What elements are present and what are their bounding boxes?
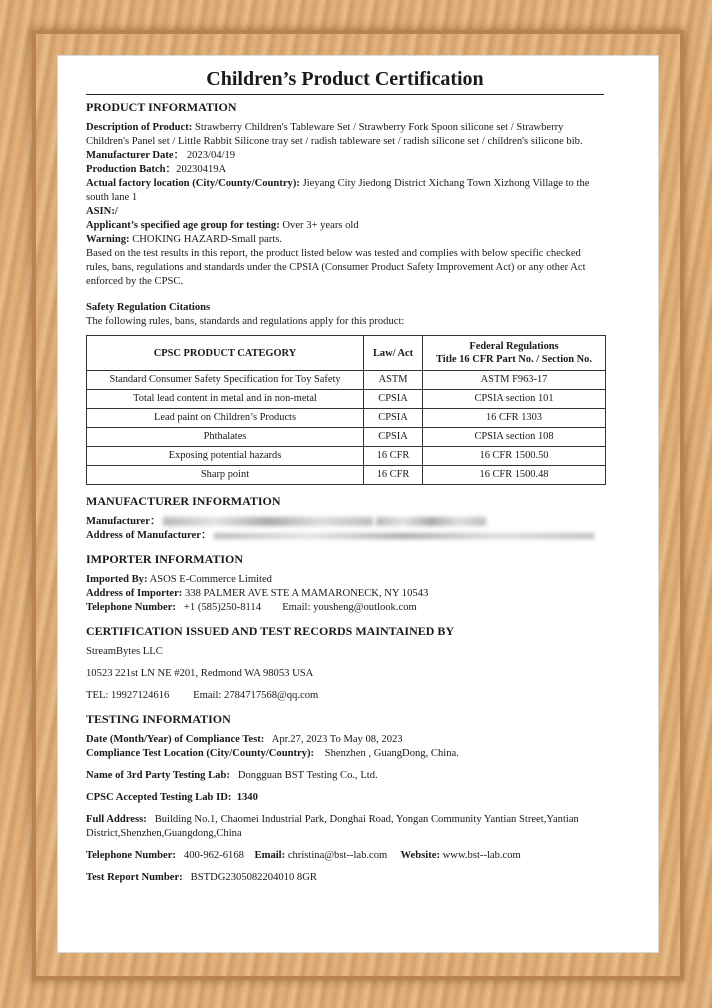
testing-heading: TESTING INFORMATION xyxy=(86,712,231,726)
test-location: Compliance Test Location (City/County/Country): Shenzhen , GuangDong, China. xyxy=(86,748,459,759)
importer-address: Address of Importer: 338 PALMER AVE STE A MAMARONECK, NY 10543 xyxy=(86,588,429,599)
manufacturer-heading: MANUFACTURER INFORMATION xyxy=(86,494,281,508)
table-row: Lead paint on Children’s Products CPSIA 16 CFR 1303 xyxy=(87,409,606,428)
cert-contact: TEL: 19927124616 Email: 2784717568@qq.com xyxy=(86,690,319,701)
certificate-content xyxy=(86,66,604,885)
table-row: Exposing potential hazards 16 CFR 16 CFR 1500.50 xyxy=(87,447,606,466)
warning: Warning: CHOKING HAZARD-Small parts. xyxy=(86,234,282,245)
document-title: Children’s Product Certification xyxy=(206,68,484,90)
certificate-paper xyxy=(58,56,658,952)
redacted-name-2 xyxy=(376,517,486,526)
importer-heading: IMPORTER INFORMATION xyxy=(86,552,244,566)
asin: ASIN:/ xyxy=(86,206,118,217)
product-description: Description of Product: Strawberry Children's Tableware Set / Strawberry Fork Spoon silicone set / Strawberry Children's Panel set / Little Rabbit Silicone tray set / radish tableware set / radish silicone set / children's silicone bib. xyxy=(86,122,583,147)
col-section: Federal Regulations Title 16 CFR Part No. / Section No. xyxy=(423,336,606,371)
compliance-statement: Based on the test results in this report, the product listed below was tested and complies with below specific checked rules, bans, regulations and standards under the CPSIA (Consumer Product Safety Improvement Act) or any other Act enforced by the CPSC. xyxy=(86,248,586,287)
importer-contact: Telephone Number: +1 (585)250-8114 Email: yousheng@outlook.com xyxy=(86,602,417,613)
certification-heading: CERTIFICATION ISSUED AND TEST RECORDS MAINTAINED BY xyxy=(86,624,455,638)
table-row: Total lead content in metal and in non-metal CPSIA CPSIA section 101 xyxy=(87,390,606,409)
table-row: Phthalates CPSIA CPSIA section 108 xyxy=(87,428,606,447)
cert-address: 10523 221st LN NE #201, Redmond WA 98053 USA xyxy=(86,668,314,679)
lab-id: CPSC Accepted Testing Lab ID: 1340 xyxy=(86,792,258,803)
manufacturer-name: Manufacturer： xyxy=(86,515,604,529)
production-batch: Production Batch：20230419A xyxy=(86,164,227,175)
redacted-address xyxy=(214,533,594,539)
lab-address: Full Address: Building No.1, Chaomei Industrial Park, Donghai Road, Yongan Community Yantian Street,Yantian District,Shenzhen,Guangdong,China xyxy=(86,814,579,839)
imported-by: Imported By: ASOS E-Commerce Limited xyxy=(86,574,272,585)
table-row: Sharp point 16 CFR 16 CFR 1500.48 xyxy=(87,466,606,485)
safety-intro: The following rules, bans, standards and regulations apply for this product: xyxy=(86,316,405,327)
col-category: CPSC PRODUCT CATEGORY xyxy=(87,336,364,371)
lab-contact: Telephone Number: 400-962-6168 Email: christina@bst--lab.com Website: www.bst--lab.com xyxy=(86,850,521,861)
product-info-heading: PRODUCT INFORMATION xyxy=(86,100,237,114)
safety-heading: Safety Regulation Citations xyxy=(86,302,211,313)
cert-company: StreamBytes LLC xyxy=(86,646,163,657)
manufacturer-date: Manufacturer Date： 2023/04/19 xyxy=(86,150,236,161)
regulations-table xyxy=(86,335,606,485)
col-law: Law/ Act xyxy=(364,336,423,371)
table-header-row xyxy=(87,336,606,371)
title-divider xyxy=(86,94,604,95)
lab-name: Name of 3rd Party Testing Lab: Dongguan BST Testing Co., Ltd. xyxy=(86,770,378,781)
test-date: Date (Month/Year) of Compliance Test: Apr.27, 2023 To May 08, 2023 xyxy=(86,734,403,745)
table-row: Standard Consumer Safety Specification for Toy Safety ASTM ASTM F963-17 xyxy=(87,371,606,390)
redacted-name xyxy=(163,517,373,526)
factory-location: Actual factory location (City/County/Country): Jieyang City Jiedong District Xichang Town Xizhong Village to the south lane 1 xyxy=(86,178,590,203)
age-group: Applicant’s specified age group for testing: Over 3+ years old xyxy=(86,220,359,231)
test-report-number: Test Report Number: BSTDG2305082204010 8GR xyxy=(86,872,317,883)
manufacturer-address: Address of Manufacturer： xyxy=(86,529,604,543)
